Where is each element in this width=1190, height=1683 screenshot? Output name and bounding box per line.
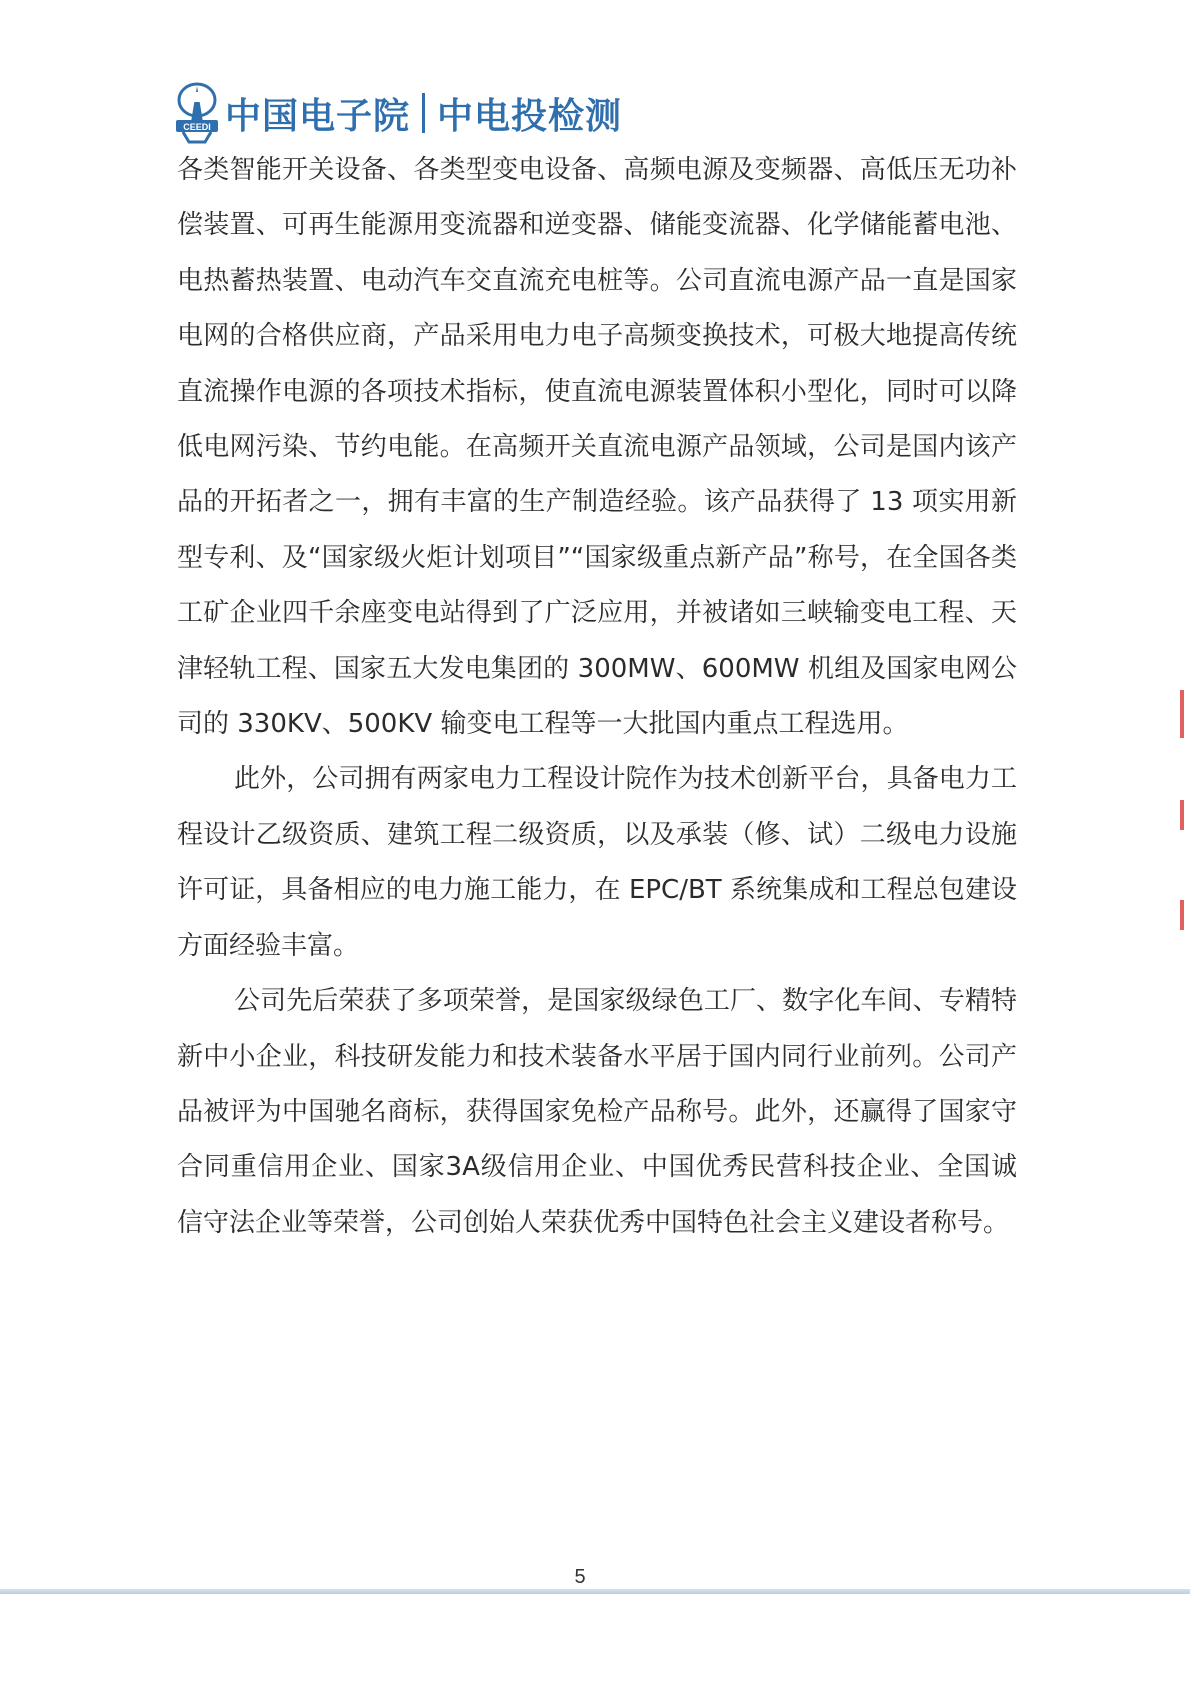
page-header <box>175 82 622 144</box>
ceedi-logo-icon <box>175 82 219 144</box>
paragraph-honors: 公司先后荣获了多项荣誉，是国家级绿色工厂、数字化车间、专精特新中小企业，科技研发能力和技术装备水平居于国内同行业前列。公司产品被评为中国驰名商标，获得国家免检产品称号。此外，还赢得了国家守合同重信用企业、国家3A级信用企业、中国优秀民营科技企业、全国诚信守法企业等荣誉，公司创始人荣获优秀中国特色社会主义建设者称号。 <box>177 986 1017 1238</box>
svg-text:CEEDI: CEEDI <box>183 122 211 132</box>
brand-subtitle: 中电投检测 <box>437 95 623 137</box>
margin-mark <box>1180 690 1184 738</box>
document-body <box>177 143 1017 1251</box>
page-number: 5 <box>574 1566 586 1588</box>
margin-mark <box>1180 900 1184 930</box>
margin-mark <box>1180 800 1184 830</box>
paragraph-products: 各类智能开关设备、各类型变电设备、高频电源及变频器、高低压无功补偿装置、可再生能源用变流器和逆变器、储能变流器、化学储能蓄电池、电热蓄热装置、电动汽车交直流充电桩等。公司直流电源产品一直是国家电网的合格供应商，产品采用电力电子高频变换技术，可极大地提高传统直流操作电源的各项技术指标，使直流电源装置体积小型化，同时可以降低电网污染、节约电能。在高频开关直流电源产品领域，公司是国内该产品的开拓者之一，拥有丰富的生产制造经验。该产品获得了 13 项实用新型专利、及“国家级火炬计划项目”“国家级重点新产品”称号，在全国各类工矿企业四千余座变电站得到了广泛应用，并被诸如三峡输变电工程、天津轻轨工程、国家五大发电集团的 300MW、600MW 机组及国家电网公司的 330KV、500KV 输变电工程等一大批国内重点工程选用。 <box>177 155 1017 740</box>
brand-name: 中国电子院 <box>225 95 411 137</box>
paragraph-design-institutes: 此外，公司拥有两家电力工程设计院作为技术创新平台，具备电力工程设计乙级资质、建筑工程二级资质，以及承装（修、试）二级电力设施许可证，具备相应的电力施工能力，在 EPC/BT 系统集成和工程总包建设方面经验丰富。 <box>177 764 1017 961</box>
brand-divider <box>422 93 425 133</box>
footer-divider <box>0 1589 1190 1594</box>
